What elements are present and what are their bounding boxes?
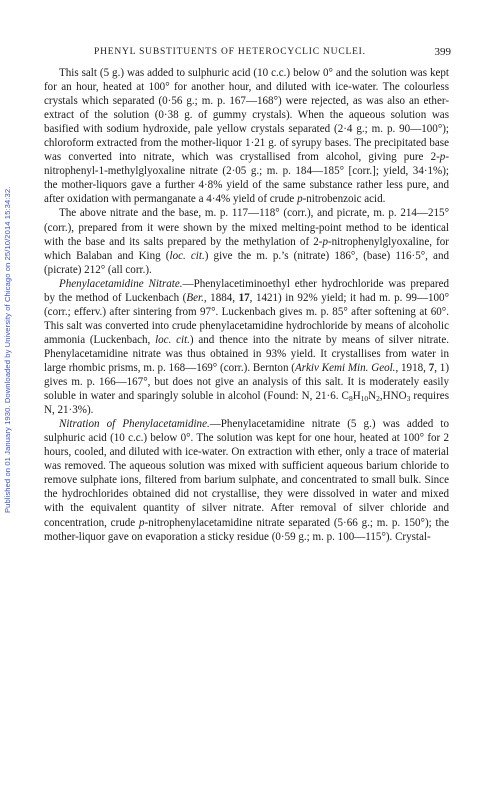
running-title: PHENYL SUBSTITUENTS OF HETEROCYCLIC NUCLEI. <box>94 47 366 57</box>
article-body <box>44 66 449 544</box>
italic-run: p <box>439 151 446 164</box>
paragraph-salt-nitration: This salt (5 g.) was added to sulphuric acid (10 c.c.) below 0° and the solution was kept for an hour, heated at 100° for another hour, and diluted with ice-water. The colourless crystals which separated (0·56 g.; m. p. 167—168°) were rejected, as was also an ether-extract of the solution (0·38 g. of gummy crystals). When the aqueous solution was basified with sodium hydroxide, pale yellow crystals separated (2·4 g.; m. p. 90—100°); chloroform extracted from the mother-liquor 1·21 g. of syrupy bases. The precipitated base was converted into nitrate, which was crystallised from alcohol, giving pure 2-p-nitrophenyl-1-methylglyoxaline nitrate (2·05 g.; m. p. 184—185° [corr.]; yield, 34·1%); the mother-liquors gave a further 4·8% yield of the same substance rather less pure, and after oxidation with permanganate a 4·4% yield of crude p-nitrobenzoic acid. <box>44 67 449 206</box>
download-provenance-note: Published on 01 January 1930. Downloaded by University of Chicago on 25/10/2014 15:34:32. <box>3 186 12 514</box>
formula-subscript: 2 <box>376 394 380 404</box>
formula-subscript: 3 <box>406 394 411 404</box>
page-header <box>56 47 451 61</box>
paragraph-nitration-of-phenylacetamidine: Nitration of Phenylacetamidine.—Phenylacetamidine nitrate (5 g.) was added to sulphuric acid (10 c.c.) below 0°. The solution was kept for one hour, heated at 100° for 2 hours, cooled, and diluted with ice-water. On extraction with ether, only a trace of material was removed. The aqueous solution was mixed with sufficient aqueous barium chloride to remove sulphate ions, filtered from barium sulphate, and concentrated to small bulk. Since the hydrochlorides obtained did not crystallise, they were dissolved in water and mixed with the equivalent quantity of silver nitrate. After removal of silver chloride and concentration, crude p-nitrophenylacetamidine nitrate separated (5·66 g.; m. p. 150°); the mother-liquor gave on evaporation a sticky residue (0·59 g.; m. p. 100—115°). Crystal- <box>44 418 449 543</box>
italic-run: p <box>297 193 303 206</box>
italic-run: Arkiv Kemi Min. Geol. <box>294 361 396 374</box>
page-number: 399 <box>434 46 451 58</box>
italic-run: Phenylacetamidine Nitrate. <box>59 277 183 290</box>
bold-volume: 17 <box>238 291 250 304</box>
italic-run: p <box>322 235 328 248</box>
italic-run: loc. cit. <box>155 333 190 346</box>
formula-subscript: 10 <box>360 394 369 404</box>
italic-run: Ber. <box>186 291 204 304</box>
italic-run: p <box>139 516 145 529</box>
paragraph-nitrate-base: The above nitrate and the base, m. p. 117—118° (corr.), and picrate, m. p. 214—215° (corr.), prepared from it were shown by the mixed melting-point method to be identical with the base and its salts prepared by the methylation of 2-p-nitrophenylglyoxaline, for which Balaban and King (loc. cit.) give the m. p.’s (nitrate) 186°, (base) 116·5°, and (picrate) 212° (all corr.). <box>44 207 450 276</box>
italic-run: Nitration of Phenylacetamidine. <box>59 418 210 431</box>
formula-subscript: 8 <box>348 394 353 404</box>
paragraph-phenylacetamidine-nitrate: Phenylacetamidine Nitrate.—Phenylacetiminoethyl ether hydrochloride was prepared by the method of Luckenbach (Ber., 1884, 17, 1421) in 92% yield; it had m. p. 99—100° (corr.; efferv.) after sintering from 97°. Luckenbach gives m. p. 85° after softening at 60°. This salt was converted into crude phenylacetamidine hydrochloride by means of alcoholic ammonia (Luckenbach, loc. cit.) and thence into the nitrate by means of silver nitrate. Phenylacetamidine nitrate was thus obtained in 93% yield. It crystallises from water in large rhombic prisms, m. p. 168—169° (corr.). Bernton (Arkiv Kemi Min. Geol., 1918, 7, 1) gives m. p. 166—167°, but does not give an analysis of this salt. It is moderately easily soluble in water and sparingly soluble in alcohol (Found: N, 21·6. $C_8H_{10}N_2,HNO_3$ requires N, 21·3%). <box>44 277 450 417</box>
italic-run: loc. cit. <box>169 249 205 262</box>
bold-volume: 7 <box>428 361 435 374</box>
